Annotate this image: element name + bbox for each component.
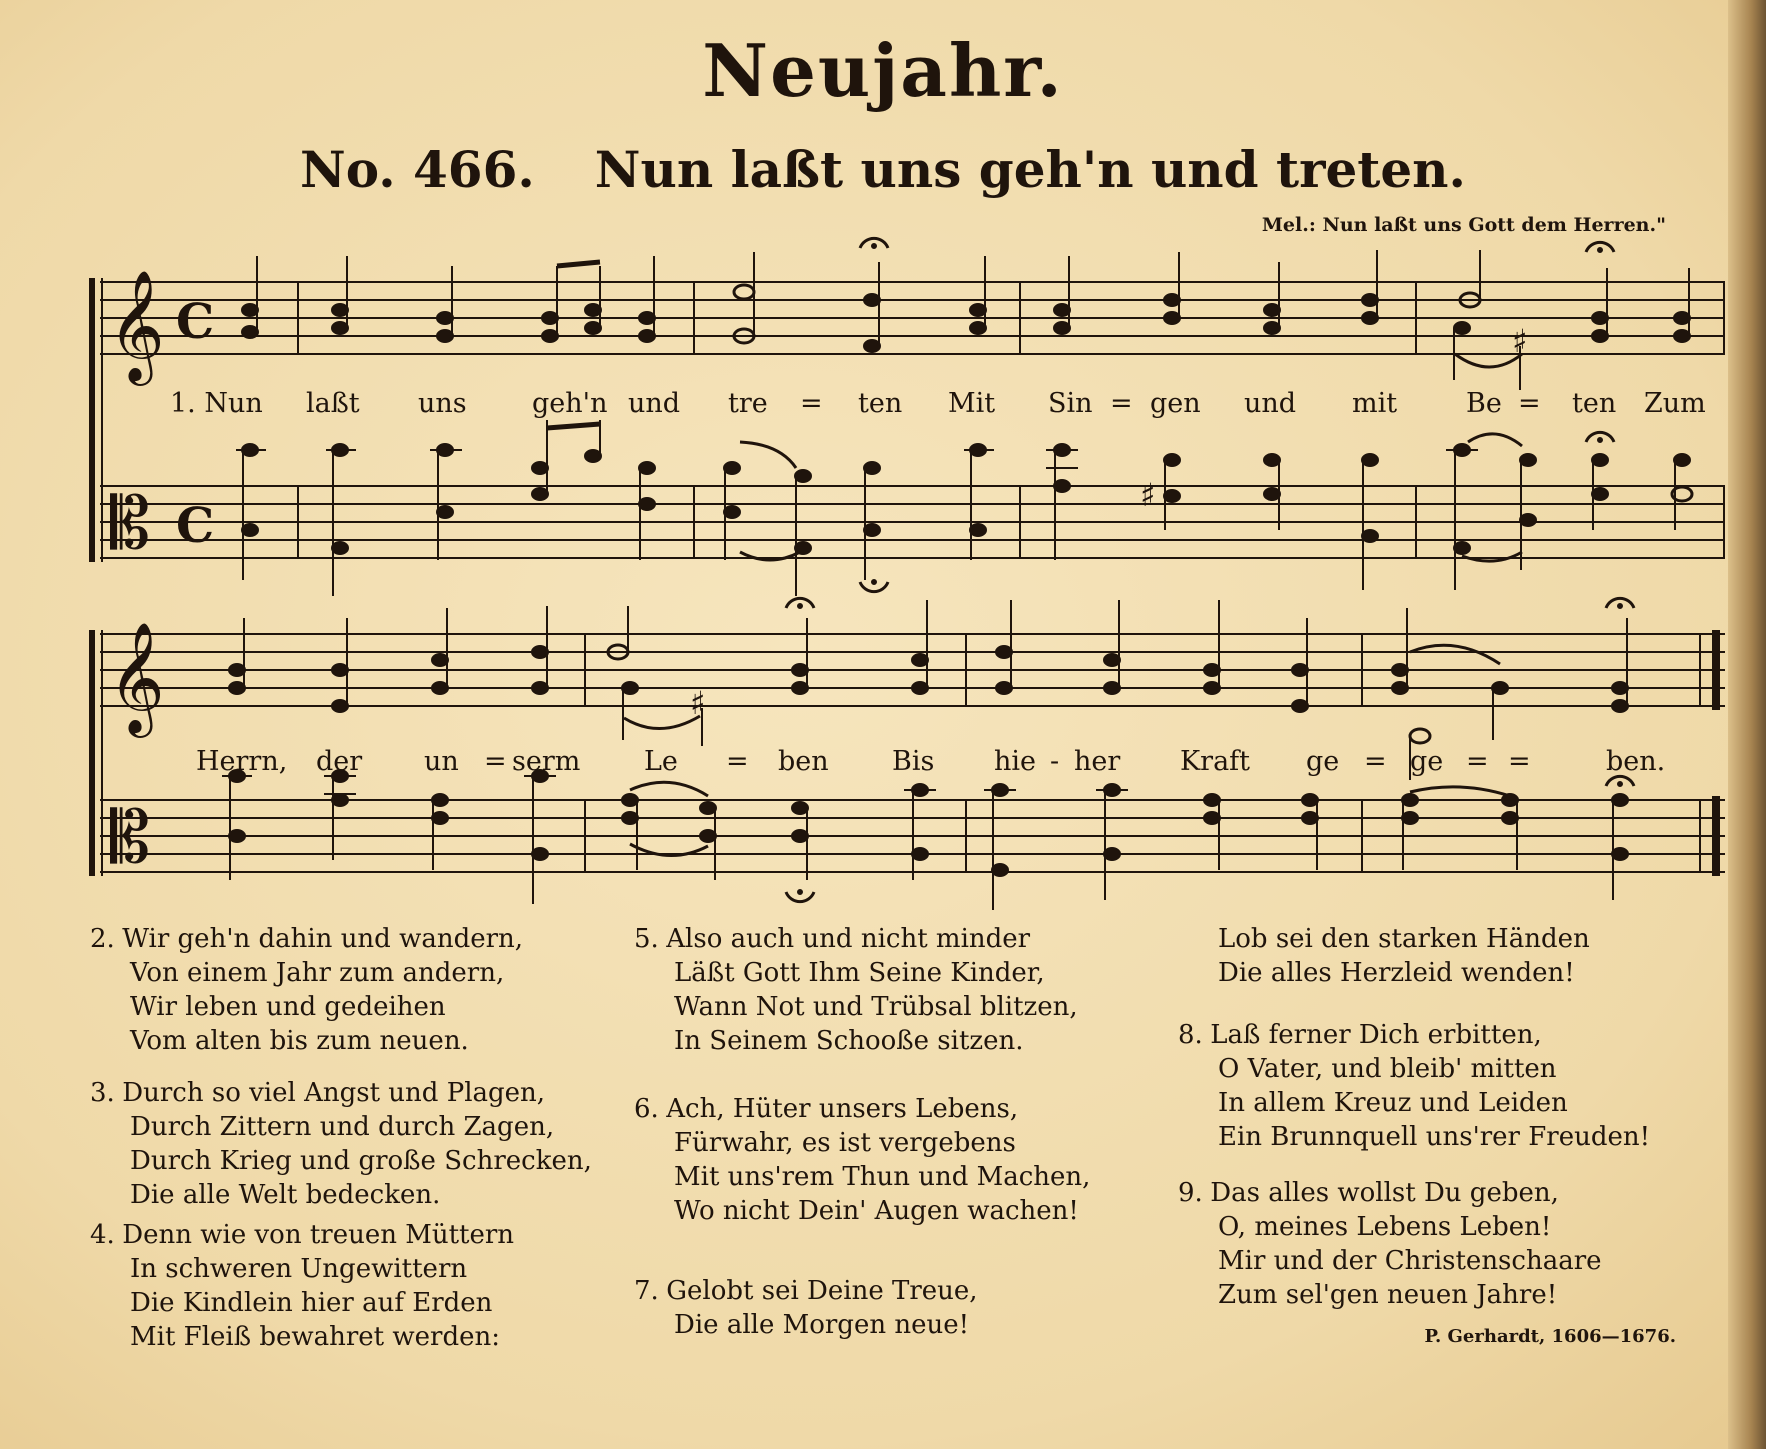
notes-system-2-bass	[222, 770, 1634, 910]
verse-line: Von einem Jahr zum andern,	[130, 958, 505, 988]
verse-line: Mit Fleiß bewahret werden:	[130, 1322, 501, 1352]
verse-line: In schweren Ungewittern	[130, 1254, 468, 1284]
melody-reference: Mel.: Nun laßt uns Gott dem Herren."	[1261, 214, 1666, 236]
lyric-syllable: der	[316, 746, 363, 777]
verse-9	[1178, 1176, 1602, 1312]
lyric-syllable: =	[726, 746, 749, 777]
verse-line: Läßt Gott Ihm Seine Kinder,	[674, 958, 1045, 988]
verse-2	[90, 922, 523, 1058]
verse-number: 9.	[1178, 1178, 1203, 1208]
lyric-syllable: ben.	[1606, 746, 1666, 777]
treble-clef-icon: 𝄞	[108, 621, 165, 733]
lyric-syllable: hie	[994, 746, 1037, 777]
verse-4	[90, 1218, 514, 1354]
notes-system-1-bass	[236, 420, 1692, 596]
verse-line: Die alle Welt bedecken.	[130, 1180, 441, 1210]
lyric-syllable: ten	[1572, 388, 1617, 419]
verse-line: Die alles Herzleid wenden!	[1218, 958, 1575, 988]
verse-line: Die alle Morgen neue!	[674, 1310, 970, 1340]
verse-number: 7.	[634, 1276, 659, 1306]
verse-number: 4.	[90, 1220, 115, 1250]
svg-text:C: C	[176, 498, 215, 554]
lyric-syllable: her	[1074, 746, 1121, 777]
lyric-syllable: Kraft	[1180, 746, 1251, 777]
lyric-syllable: ge	[1306, 746, 1340, 777]
verse-line: Mit uns'rem Thun und Machen,	[674, 1162, 1091, 1192]
verse-line: Wir geh'n dahin und wandern,	[122, 924, 524, 954]
verse-line: In allem Kreuz und Leiden	[1218, 1088, 1568, 1118]
verse-line: Ein Brunnquell uns'rer Freuden!	[1218, 1122, 1651, 1152]
lyric-syllable: =	[484, 746, 507, 777]
verse-line: Die Kindlein hier auf Erden	[130, 1288, 493, 1318]
lyric-syllable: Bis	[892, 746, 935, 777]
lyric-syllable: tre	[728, 388, 768, 419]
svg-text:♯: ♯	[1512, 322, 1528, 360]
verse-line: Wir leben und gedeihen	[130, 992, 446, 1022]
lyric-syllable: =	[1518, 388, 1541, 419]
lyric-syllable: un	[424, 746, 459, 777]
verse-line: Vom alten bis zum neuen.	[130, 1026, 469, 1056]
verse-number: 8.	[1178, 1020, 1203, 1050]
lyric-syllable: uns	[418, 388, 467, 419]
verse-line: Lob sei den starken Händen	[1218, 924, 1590, 954]
lyric-syllable: =	[1110, 388, 1133, 419]
lyric-syllable: serm	[512, 746, 581, 777]
lyric-syllable: und	[628, 388, 681, 419]
verse-line: Gelobt sei Deine Treue,	[666, 1276, 978, 1306]
verse-line: In Seinem Schooße sitzen.	[674, 1026, 1024, 1056]
verse-6	[634, 1092, 1090, 1228]
verse-line: Laß ferner Dich erbitten,	[1210, 1020, 1542, 1050]
lyric-syllable: Le	[644, 746, 678, 777]
verse-line: Denn wie von treuen Müttern	[122, 1220, 515, 1250]
lyric-syllable: 1. Nun	[170, 388, 263, 419]
treble-clef-icon: 𝄞	[108, 269, 165, 381]
svg-text:♯: ♯	[1140, 476, 1156, 514]
staff-1-treble	[100, 282, 1725, 354]
lyric-syllable: Zum	[1644, 388, 1706, 419]
verse-line: Ach, Hüter unsers Lebens,	[666, 1094, 1019, 1124]
hymn-title: Nun laßt uns geh'n und treten.	[594, 140, 1466, 199]
lyric-syllable: gen	[1150, 388, 1201, 419]
svg-text:C: C	[176, 294, 215, 350]
verse-line: Durch Krieg und große Schrecken,	[130, 1146, 592, 1176]
verse-number: 3.	[90, 1078, 115, 1108]
verse-line: O, meines Lebens Leben!	[1218, 1212, 1552, 1242]
lyric-syllable: =	[1364, 746, 1387, 777]
verse-number: 5.	[634, 924, 659, 954]
hymn-number: No. 466.	[300, 140, 535, 199]
lyric-syllable: und	[1244, 388, 1297, 419]
lyric-syllable: ge	[1410, 746, 1444, 777]
lyric-syllable: =	[800, 388, 823, 419]
lyric-syllable: mit	[1352, 388, 1398, 419]
verse-line: Wo nicht Dein' Augen wachen!	[674, 1196, 1079, 1226]
verse-line: Das alles wollst Du geben,	[1210, 1178, 1559, 1208]
lyric-syllable: Be	[1466, 388, 1502, 419]
verse-number: 2.	[90, 924, 115, 954]
verse-3	[90, 1076, 592, 1212]
section-title: Neujahr.	[702, 28, 1064, 113]
verse-line: Durch Zittern und durch Zagen,	[130, 1112, 555, 1142]
notes-system-1-treble	[242, 238, 1690, 390]
lyric-syllable: ben	[778, 746, 829, 777]
author-attribution: P. Gerhardt, 1606—1676.	[1424, 1326, 1676, 1347]
verse-8	[1178, 1018, 1650, 1154]
verse-line: Durch so viel Angst und Plagen,	[122, 1078, 546, 1108]
lyric-syllable: Herrn,	[196, 746, 288, 777]
lyric-syllable: ten	[858, 388, 903, 419]
verse-line: O Vater, und bleib' mitten	[1218, 1054, 1557, 1084]
verse-7-continued	[1178, 922, 1590, 990]
verse-line: Wann Not und Trübsal blitzen,	[674, 992, 1078, 1022]
verse-line: Mir und der Christenschaare	[1218, 1246, 1602, 1276]
lyric-syllable: =	[1466, 746, 1489, 777]
lyric-syllable: Mit	[948, 388, 996, 419]
svg-text:♯: ♯	[690, 684, 706, 722]
verse-line: Also auch und nicht minder	[666, 924, 1031, 954]
verse-number: 6.	[634, 1094, 659, 1124]
lyric-syllable: laßt	[306, 388, 360, 419]
alto-clef-icon: 𝄡	[110, 481, 151, 565]
alto-clef-icon: 𝄡	[110, 795, 151, 879]
lyric-syllable: geh'n	[532, 388, 608, 419]
lyric-syllable: -	[1050, 746, 1060, 777]
verse-line: Zum sel'gen neuen Jahre!	[1218, 1280, 1558, 1310]
verse-5	[634, 922, 1078, 1058]
verse-7	[634, 1274, 978, 1342]
verse-line: Fürwahr, es ist vergebens	[674, 1128, 1016, 1158]
lyric-syllable: =	[1508, 746, 1531, 777]
lyric-syllable: Sin	[1048, 388, 1093, 419]
